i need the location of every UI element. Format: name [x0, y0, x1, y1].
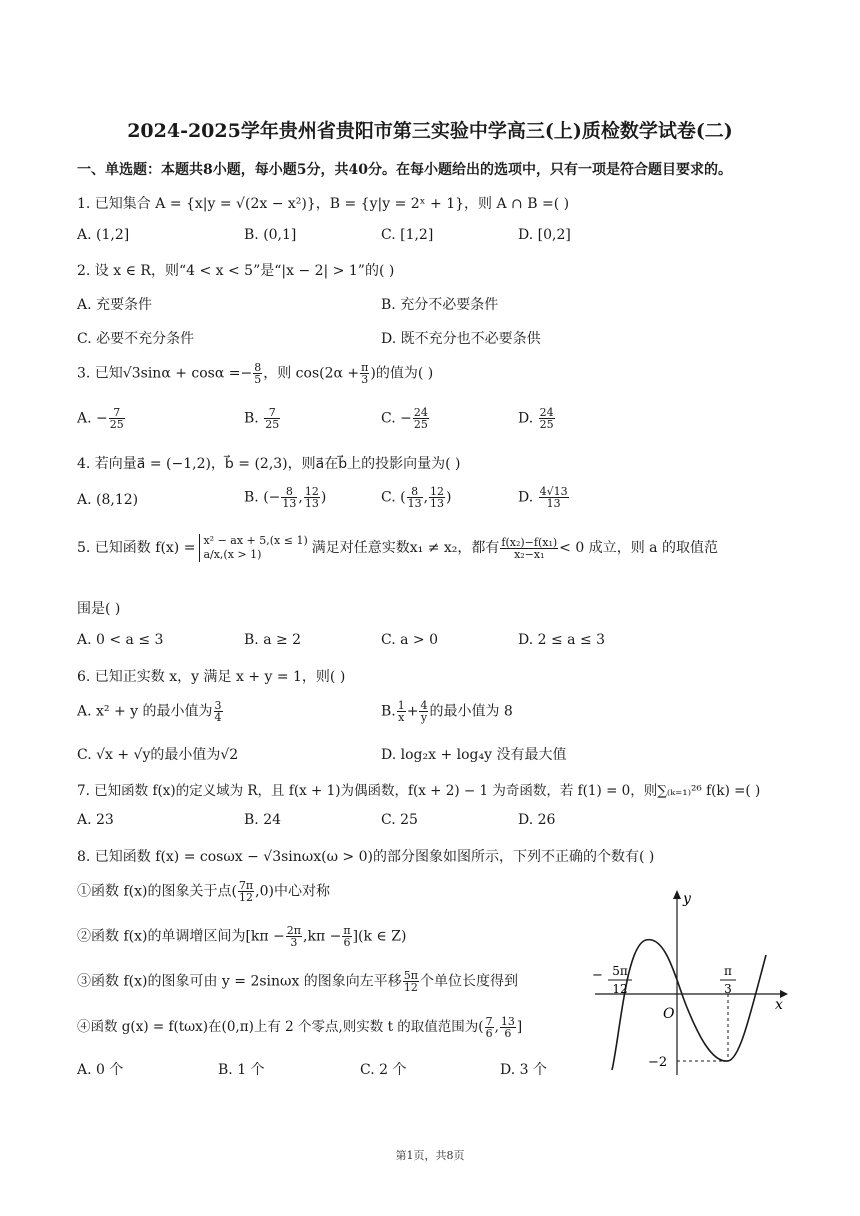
q8-s2-num2: π	[343, 924, 351, 937]
q8-s2-frac2	[342, 925, 351, 948]
q3-fraction-1	[253, 362, 262, 385]
q2-option-c[interactable]: C. 必要不充分条件	[77, 331, 195, 347]
question-4-stem: 4. 若向量a⃗ = (−1,2)，b⃗ = (2,3)，则a⃗在b⃗上的投影向量为( )	[77, 456, 461, 472]
q4-c-num2: 12	[430, 485, 445, 498]
q6-b-num1: 1	[397, 699, 405, 712]
q3-frac2-den: 3	[361, 373, 369, 386]
q7-option-c[interactable]: C. 25	[381, 812, 418, 828]
q3-frac2-num: π	[361, 361, 369, 374]
q8-s1-den: 12	[239, 891, 254, 904]
q6-a-pre: A. x² + y 的最小值为	[77, 703, 213, 720]
q8-s2-den1: 3	[290, 936, 298, 949]
origin-label: O	[663, 1006, 675, 1022]
q8-s3-num: 5π	[403, 969, 419, 982]
q8-s3-pre: ③函数 f(x)的图象可由 y = 2sinωx 的图象向左平移	[77, 973, 402, 990]
page-title: 2024-2025学年贵州省贵阳市第三实验中学高三(上)质检数学试卷(二)	[127, 120, 733, 142]
q8-s2-post: ](k ∈ Z)	[352, 928, 407, 945]
q1-option-c[interactable]: C. [1,2]	[381, 227, 434, 243]
q7-option-d[interactable]: D. 26	[518, 812, 556, 828]
q4-b-pre: B. (−	[244, 489, 281, 506]
q4-b-sep: ,	[298, 489, 303, 506]
q8-s1-post: ,0)中心对称	[255, 883, 330, 900]
q3-stem-mid: ，则 cos(2α +	[263, 365, 360, 382]
q4-b-num2: 12	[304, 485, 319, 498]
q8-s4-frac1	[485, 1016, 494, 1039]
q6-a-frac	[214, 700, 223, 723]
q6-b-plus: +	[406, 703, 419, 720]
q3-a-num: 7	[109, 407, 125, 419]
q4-c-den2: 13	[430, 497, 445, 510]
q6-b-frac1	[397, 700, 406, 723]
q6-option-b[interactable]	[381, 700, 513, 723]
q4-b-frac1	[281, 486, 297, 509]
q6-a-den: 4	[214, 711, 222, 724]
left-label-den: 12	[612, 982, 628, 996]
q4-c-sep: ,	[423, 489, 429, 506]
q8-s4-frac2	[500, 1016, 516, 1039]
q5-option-b[interactable]: B. a ≥ 2	[244, 632, 302, 648]
q8-option-c[interactable]: C. 2 个	[360, 1062, 407, 1078]
q4-c-post: )	[446, 489, 452, 506]
q8-s3-post: 个单位长度得到	[420, 973, 519, 990]
q6-b-num2: 4	[420, 699, 428, 712]
q4-c-den1: 13	[407, 497, 422, 510]
q3-option-c[interactable]	[381, 407, 430, 430]
q8-s2-mid: ,kπ −	[303, 928, 342, 945]
q6-b-post: 的最小值为 8	[429, 703, 513, 720]
q8-s2-den2: 6	[343, 936, 351, 949]
q3-c-pre: C. −	[381, 410, 412, 427]
q3-a-frac	[109, 407, 125, 430]
x-axis-label: x	[775, 997, 783, 1013]
q8-s4-post: ]	[516, 1019, 523, 1035]
q8-s4-pre: ④函数 g(x) = f(tωx)在(0,π)上有 2 个零点,则实数 t 的取值范围为(	[77, 1019, 484, 1035]
q4-option-a[interactable]: A. (8,12)	[77, 492, 139, 508]
q8-option-d[interactable]: D. 3 个	[500, 1062, 547, 1078]
q5-frac-num: f(x₂)−f(x₁)	[501, 535, 558, 549]
q5-stem-post: < 0 成立，则 a 的取值范	[559, 540, 718, 556]
q4-b-den2: 13	[304, 497, 319, 510]
page-footer: 第1页，共8页	[395, 1149, 465, 1162]
q2-option-b[interactable]: B. 充分不必要条件	[381, 297, 499, 313]
q5-case-1: x² − ax + 5,(x ≤ 1)	[203, 534, 308, 547]
q3-a-den: 25	[109, 418, 124, 431]
q3-d-num: 24	[539, 406, 554, 419]
q3-option-b[interactable]	[244, 407, 281, 430]
q6-b-den2: y	[420, 711, 428, 724]
q2-option-d[interactable]: D. 既不充分也不必要条供	[381, 331, 541, 347]
q4-b-den1: 13	[282, 497, 297, 510]
question-5-stem	[77, 534, 718, 562]
q4-c-frac1	[407, 486, 423, 509]
q6-b-pre: B.	[381, 703, 396, 720]
q3-stem-post: )的值为( )	[370, 365, 434, 382]
q3-a-pre: A. −	[77, 410, 108, 427]
y-axis-arrow	[673, 890, 681, 899]
q6-option-c[interactable]: C. √x + √y的最小值为√2	[77, 747, 239, 763]
q1-option-b[interactable]: B. (0,1]	[244, 227, 297, 243]
q3-d-pre: D.	[518, 410, 538, 427]
q8-s4-sep: ,	[494, 1019, 499, 1035]
q8-option-b[interactable]: B. 1 个	[218, 1062, 265, 1078]
q3-stem-pre: 3. 已知√3sinα + cosα =−	[77, 365, 253, 382]
question-5-stem-line2: 围是( )	[77, 601, 121, 617]
question-1-stem: 1. 已知集合 A = {x|y = √(2x − x²)}，B = {y|y = 2ˣ + 1}，则 A ∩ B =( )	[77, 196, 570, 212]
q6-b-frac2	[419, 700, 428, 723]
q1-option-d[interactable]: D. [0,2]	[518, 227, 571, 243]
y-axis-label: y	[683, 891, 691, 907]
section-heading: 一、单选题：本题共8小题，每小题5分，共40分。在每小题给出的选项中，只有一项是符合题目要求的。	[77, 162, 732, 178]
question-7-stem: 7. 已知函数 f(x)的定义域为 R，且 f(x + 1)为偶函数，f(x + 2) − 1 为奇函数，若 f(1) = 0，则∑₍ₖ₌₁₎²⁶ f(k) =( )	[77, 783, 761, 799]
left-label-minus: −	[592, 968, 603, 983]
q8-s3-frac	[403, 970, 419, 993]
q5-option-a[interactable]: A. 0 < a ≤ 3	[77, 632, 164, 648]
q3-b-den: 25	[265, 418, 280, 431]
q5-option-c[interactable]: C. a > 0	[381, 632, 438, 648]
q3-option-a[interactable]	[77, 407, 126, 430]
q8-s1-num: 7π	[238, 879, 254, 892]
q4-option-c[interactable]	[381, 486, 452, 509]
q8-s3-den: 12	[403, 981, 418, 994]
q4-b-num1: 8	[281, 486, 297, 498]
question-3-stem	[77, 362, 433, 385]
q8-option-a[interactable]: A. 0 个	[77, 1062, 124, 1078]
q3-frac1-num: 8	[254, 361, 262, 374]
q6-a-num: 3	[214, 699, 222, 712]
q3-fraction-2	[360, 362, 369, 385]
q8-s4-num1: 7	[485, 1015, 493, 1028]
q4-c-num1: 8	[407, 486, 423, 498]
q5-fraction	[500, 537, 558, 560]
q4-d-num: 4√13	[539, 485, 568, 498]
q5-option-d[interactable]: D. 2 ≤ a ≤ 3	[518, 632, 606, 648]
q4-c-pre: C. (	[381, 489, 406, 506]
q3-d-frac	[539, 407, 555, 430]
q5-stem-mid: 满足对任意实数x₁ ≠ x₂，都有	[311, 540, 500, 556]
q7-option-a[interactable]: A. 23	[77, 812, 114, 828]
left-label-num: 5π	[612, 964, 628, 978]
question-6-stem: 6. 已知正实数 x，y 满足 x + y = 1，则( )	[77, 669, 346, 685]
q6-b-den1: x	[398, 711, 405, 724]
function-graph	[590, 885, 790, 1085]
q4-option-d[interactable]	[518, 486, 570, 509]
q8-statement-4	[77, 1015, 522, 1039]
q2-option-a[interactable]: A. 充要条件	[77, 297, 153, 313]
q3-b-frac	[264, 407, 280, 430]
question-8-stem: 8. 已知函数 f(x) = cosωx − √3sinωx(ω > 0)的部分图象如图所示，下列不正确的个数有( )	[77, 849, 655, 865]
min-label: −2	[648, 1055, 668, 1070]
q8-s2-pre: ②函数 f(x)的单调增区间为[kπ −	[77, 928, 285, 945]
q3-b-num: 7	[264, 407, 280, 419]
q3-c-frac	[413, 407, 429, 430]
q3-c-num: 24	[413, 406, 428, 419]
q8-s4-num2: 13	[500, 1015, 515, 1028]
q4-b-frac2	[304, 486, 320, 509]
q5-frac-den: x₂−x₁	[514, 547, 545, 561]
q8-s2-num1: 2π	[286, 924, 302, 937]
q3-b-pre: B.	[244, 410, 264, 427]
q8-s1-pre: ①函数 f(x)的图象关于点(	[77, 883, 237, 900]
q8-s1-frac	[238, 880, 254, 903]
q4-d-frac	[539, 486, 569, 509]
q8-statement-1	[77, 880, 330, 903]
q4-d-den: 13	[546, 497, 561, 510]
q4-b-post: )	[320, 489, 327, 506]
q6-option-a[interactable]	[77, 700, 224, 723]
q4-option-b[interactable]	[244, 486, 326, 509]
question-2-stem: 2. 设 x ∈ R，则“4 < x < 5”是“|x − 2| > 1”的( )	[77, 263, 395, 279]
q1-option-a[interactable]: A. (1,2]	[77, 227, 130, 243]
q5-case-2: a/x,(x > 1)	[203, 548, 262, 561]
q8-s4-den1: 6	[485, 1027, 493, 1040]
right-label-den: 3	[724, 982, 732, 996]
q7-option-b[interactable]: B. 24	[244, 812, 282, 828]
q8-s2-frac1	[286, 925, 302, 948]
q3-d-den: 25	[539, 418, 554, 431]
q5-stem-pre: 5. 已知函数 f(x) =	[77, 540, 196, 556]
q3-c-den: 25	[413, 418, 428, 431]
q3-option-d[interactable]	[518, 407, 556, 430]
q8-s4-den2: 6	[504, 1027, 512, 1040]
q4-c-frac2	[429, 486, 445, 509]
q3-frac1-den: 5	[254, 373, 262, 386]
curve	[612, 940, 766, 1070]
q6-option-d[interactable]: D. log₂x + log₄y 没有最大值	[381, 747, 567, 763]
q8-statement-2	[77, 925, 406, 948]
q5-piecewise	[199, 534, 307, 562]
q4-d-pre: D.	[518, 489, 538, 506]
right-label-num: π	[724, 964, 732, 978]
q8-statement-3	[77, 970, 518, 993]
